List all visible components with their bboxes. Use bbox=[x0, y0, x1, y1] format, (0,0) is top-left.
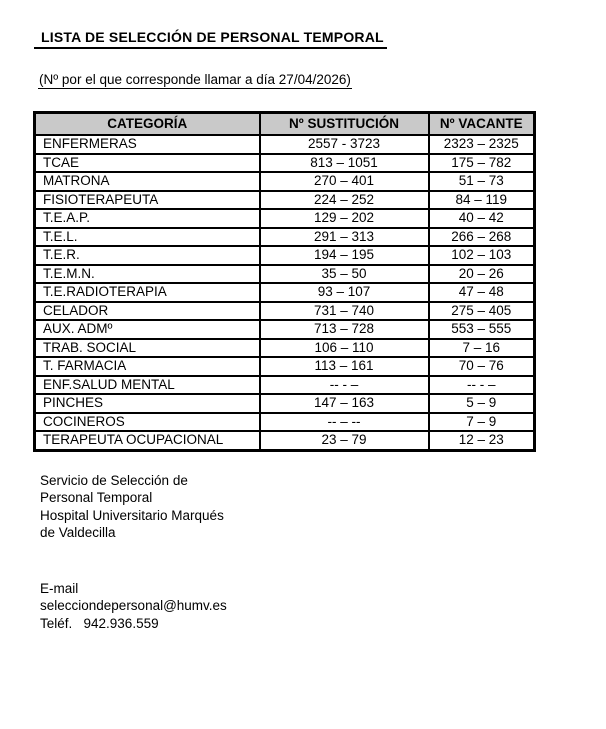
cell-categoria: TCAE bbox=[35, 154, 260, 173]
cell-sustitucion: 224 – 252 bbox=[260, 191, 429, 210]
table-row bbox=[35, 394, 535, 413]
cell-sustitucion: 129 – 202 bbox=[260, 209, 429, 228]
table-row bbox=[35, 135, 535, 154]
table-row bbox=[35, 357, 535, 376]
address-line: Personal Temporal bbox=[40, 490, 153, 505]
cell-categoria: T.E.M.N. bbox=[35, 265, 260, 284]
cell-sustitucion: 147 – 163 bbox=[260, 394, 429, 413]
table-row bbox=[35, 283, 535, 302]
cell-vacante: 266 – 268 bbox=[429, 228, 535, 247]
table-row bbox=[35, 209, 535, 228]
address-line: de Valdecilla bbox=[40, 525, 116, 540]
cell-sustitucion: 713 – 728 bbox=[260, 320, 429, 339]
contact-info bbox=[40, 580, 606, 633]
cell-categoria: T.E.RADIOTERAPIA bbox=[35, 283, 260, 302]
cell-sustitucion: 813 – 1051 bbox=[260, 154, 429, 173]
cell-categoria: T.E.R. bbox=[35, 246, 260, 265]
cell-sustitucion: -- – -- bbox=[260, 413, 429, 432]
cell-sustitucion: 35 – 50 bbox=[260, 265, 429, 284]
cell-sustitucion: 23 – 79 bbox=[260, 431, 429, 450]
table-row bbox=[35, 191, 535, 210]
cell-vacante: 20 – 26 bbox=[429, 265, 535, 284]
cell-categoria: PINCHES bbox=[35, 394, 260, 413]
table-row bbox=[35, 172, 535, 191]
cell-vacante: 40 – 42 bbox=[429, 209, 535, 228]
address-line: Servicio de Selección de bbox=[40, 472, 188, 488]
table-row bbox=[35, 302, 535, 321]
cell-categoria: FISIOTERAPEUTA bbox=[35, 191, 260, 210]
cell-sustitucion: 731 – 740 bbox=[260, 302, 429, 321]
cell-categoria: T.E.L. bbox=[35, 228, 260, 247]
table-row bbox=[35, 320, 535, 339]
address-line: Hospital Universitario Marqués bbox=[40, 507, 224, 523]
cell-sustitucion: 270 – 401 bbox=[260, 172, 429, 191]
cell-vacante: 2323 – 2325 bbox=[429, 135, 535, 154]
phone-number: Teléf. 942.936.559 bbox=[40, 615, 159, 631]
header-vacante: Nº VACANTE bbox=[429, 113, 535, 136]
email-address: selecciondepersonal@humv.es bbox=[40, 598, 227, 613]
cell-vacante: 70 – 76 bbox=[429, 357, 535, 376]
cell-vacante: 47 – 48 bbox=[429, 283, 535, 302]
cell-vacante: 102 – 103 bbox=[429, 246, 535, 265]
cell-vacante: 7 – 9 bbox=[429, 413, 535, 432]
cell-vacante: 175 – 782 bbox=[429, 154, 535, 173]
cell-sustitucion: 2557 - 3723 bbox=[260, 135, 429, 154]
cell-categoria: TRAB. SOCIAL bbox=[35, 339, 260, 358]
selection-table bbox=[33, 111, 536, 452]
table-row bbox=[35, 228, 535, 247]
cell-vacante: 5 – 9 bbox=[429, 394, 535, 413]
cell-vacante: 12 – 23 bbox=[429, 431, 535, 450]
cell-categoria: MATRONA bbox=[35, 172, 260, 191]
cell-categoria: TERAPEUTA OCUPACIONAL bbox=[35, 431, 260, 450]
email-label: E-mail bbox=[40, 580, 79, 596]
cell-categoria: COCINEROS bbox=[35, 413, 260, 432]
cell-categoria: T. FARMACIA bbox=[35, 357, 260, 376]
table-row bbox=[35, 413, 535, 432]
cell-vacante: 84 – 119 bbox=[429, 191, 535, 210]
table-row bbox=[35, 339, 535, 358]
cell-vacante: 51 – 73 bbox=[429, 172, 535, 191]
page-subtitle: (Nº por el que corresponde llamar a día 27/04/2026) bbox=[39, 72, 351, 87]
cell-vacante: 553 – 555 bbox=[429, 320, 535, 339]
table-row bbox=[35, 431, 535, 450]
table-row bbox=[35, 154, 535, 173]
service-address bbox=[40, 472, 606, 542]
cell-vacante: -- - – bbox=[429, 376, 535, 395]
table-header-row bbox=[35, 113, 535, 136]
cell-categoria: AUX. ADMº bbox=[35, 320, 260, 339]
cell-sustitucion: 113 – 161 bbox=[260, 357, 429, 376]
table-row bbox=[35, 246, 535, 265]
cell-sustitucion: -- - – bbox=[260, 376, 429, 395]
cell-categoria: ENF.SALUD MENTAL bbox=[35, 376, 260, 395]
cell-sustitucion: 291 – 313 bbox=[260, 228, 429, 247]
page-title: LISTA DE SELECCIÓN DE PERSONAL TEMPORAL bbox=[34, 29, 606, 49]
table-row bbox=[35, 376, 535, 395]
cell-categoria: T.E.A.P. bbox=[35, 209, 260, 228]
cell-categoria: ENFERMERAS bbox=[35, 135, 260, 154]
cell-vacante: 7 – 16 bbox=[429, 339, 535, 358]
cell-categoria: CELADOR bbox=[35, 302, 260, 321]
header-sustitucion: Nº SUSTITUCIÓN bbox=[260, 113, 429, 136]
cell-sustitucion: 106 – 110 bbox=[260, 339, 429, 358]
header-categoria: CATEGORÍA bbox=[35, 113, 260, 136]
cell-vacante: 275 – 405 bbox=[429, 302, 535, 321]
cell-sustitucion: 194 – 195 bbox=[260, 246, 429, 265]
cell-sustitucion: 93 – 107 bbox=[260, 283, 429, 302]
table-row bbox=[35, 265, 535, 284]
